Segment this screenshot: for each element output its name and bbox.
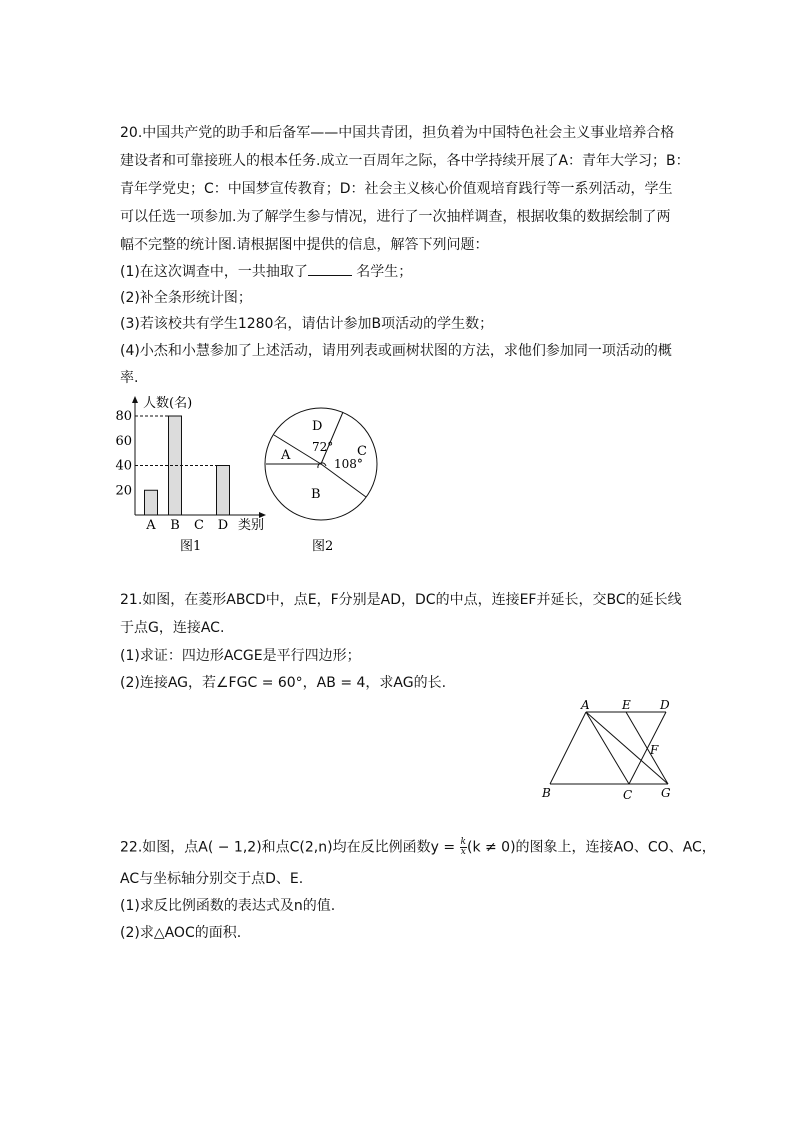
- y-tick-label-20: 20: [115, 483, 132, 499]
- y-axis-label: 人数(名): [143, 396, 193, 411]
- q20-line-2: 建设者和可靠接班人的根本任务.成立一百周年之际，各中学持续开展了A：青年大学习；B：: [120, 153, 690, 169]
- q20-line-3: 青年学党史；C：中国梦宣传教育；D：社会主义核心价值观培育践行等一系列活动，学生: [120, 181, 673, 197]
- q20-sub2: (2)补全条形统计图；: [120, 290, 252, 306]
- fraction-denominator: x: [460, 847, 466, 857]
- fraction-k-over-x: [460, 838, 467, 857]
- x-tick-label-d: D: [217, 518, 229, 533]
- label-a: A: [281, 448, 291, 463]
- point-b-label: B: [542, 786, 551, 800]
- q20-sub4-line-2: 率.: [120, 370, 139, 386]
- y-tick-label-60: 60: [115, 433, 132, 449]
- diagonal-ac: [586, 712, 629, 784]
- q20-sub1: [120, 262, 412, 281]
- bar-d: [217, 466, 230, 516]
- point-e-label: E: [622, 700, 631, 712]
- point-a-label: A: [581, 700, 590, 712]
- q22-sub1: (1)求反比例函数的表达式及n的值.: [120, 898, 336, 914]
- label-d: D: [312, 419, 323, 434]
- y-axis-arrow: [132, 396, 138, 403]
- q22-line-1-tail: (k ≠ 0)的图象上，连接AO、CO、AC，: [466, 839, 716, 856]
- point-d-label: D: [660, 700, 670, 712]
- q20-sub3: (3)若该校共有学生1280名，请估计参加B项活动的学生数；: [120, 316, 494, 332]
- rhombus-figure: [536, 700, 686, 804]
- label-b: B: [311, 487, 321, 502]
- q22-line-1: [120, 838, 716, 857]
- q20-line-5: 幅不完整的统计图.请根据图中提供的信息，解答下列问题：: [120, 237, 489, 253]
- q20-line-1: 20.中国共产党的助手和后备军——中国共青团，担负着为中国特色社会主义事业培养合格: [120, 125, 675, 141]
- pie-chart: [262, 400, 386, 560]
- q20-sub4-line-1: (4)小杰和小慧参加了上述活动，请用列表或画树状图的方法，求他们参加同一项活动的概: [120, 343, 672, 359]
- label-c: C: [357, 444, 367, 459]
- x-tick-label-c: C: [194, 518, 204, 533]
- answer-blank: [308, 262, 352, 276]
- q22-line-1-text: 22.如图，点A( − 1,2)和点C(2,n)均在反比例函数y =: [120, 839, 460, 856]
- side-ab: [550, 712, 586, 784]
- angle-d-label: 72°: [312, 440, 334, 454]
- x-axis-label: 类别: [238, 518, 265, 533]
- angle-c-label: 108°: [334, 457, 363, 471]
- q20-sub1-text: (1)在这次调查中，一共抽取了: [120, 264, 308, 280]
- q21-sub1: (1)求证：四边形ACGE是平行四边形；: [120, 648, 361, 664]
- x-tick-label-a: A: [146, 518, 156, 533]
- segment-eg: [626, 712, 668, 784]
- bar-chart: [110, 390, 280, 560]
- q21-sub2: (2)连接AG，若∠FGC = 60°，AB = 4，求AG的长.: [120, 675, 447, 691]
- point-c-label: C: [623, 788, 633, 802]
- x-tick-label-b: B: [170, 518, 180, 533]
- y-tick-label-80: 80: [115, 409, 132, 424]
- bar-a: [145, 490, 158, 515]
- y-tick-label-40: 40: [115, 458, 132, 474]
- point-f-label: F: [650, 743, 659, 757]
- q22-sub2: (2)求△AOC的面积.: [120, 925, 242, 941]
- q20-line-4: 可以任选一项参加.为了解学生参与情况，进行了一次抽样调查，根据收集的数据绘制了两: [120, 209, 671, 225]
- q21-line-1: 21.如图，在菱形ABCD中，点E，F分别是AD，DC的中点，连接EF并延长，交BC的延长线: [120, 592, 682, 608]
- q21-line-2: 于点G，连接AC.: [120, 620, 225, 636]
- figure-1-caption: 图1: [180, 539, 202, 554]
- q22-line-2: AC与坐标轴分别交于点D、E.: [120, 871, 304, 887]
- q20-sub1-tail: 名学生；: [351, 264, 413, 280]
- point-g-label: G: [661, 786, 671, 800]
- figure-2-caption: 图2: [312, 539, 334, 554]
- fraction-numerator: k: [460, 837, 466, 847]
